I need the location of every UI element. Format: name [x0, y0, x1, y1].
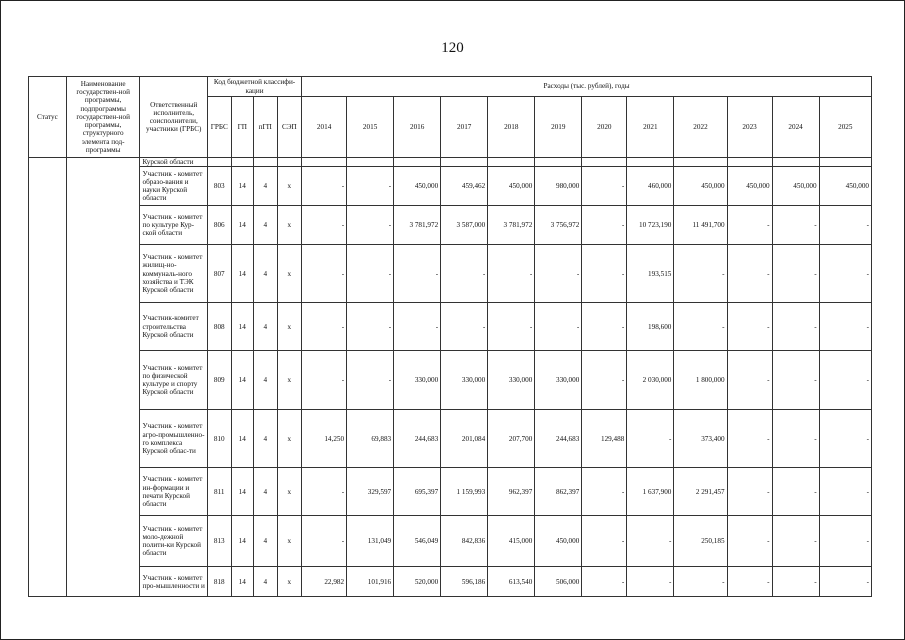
expense-cell: 415,000 — [488, 516, 535, 567]
participant-cell: Участник - комитет по физической культуре и спорту Курской области — [140, 351, 208, 410]
header-year-col: 2017 — [441, 97, 488, 158]
expense-cell: 450,000 — [819, 167, 871, 206]
expense-cell: - — [582, 167, 627, 206]
expense-cell: 3 781,972 — [488, 206, 535, 245]
expense-cell: - — [727, 567, 772, 597]
table-row — [29, 468, 872, 516]
expense-cell: - — [347, 303, 394, 351]
header-year-col: 2020 — [582, 97, 627, 158]
sep-cell: х — [277, 206, 302, 245]
gp-cell: 14 — [231, 567, 254, 597]
expense-cell: - — [347, 351, 394, 410]
expense-cell: - — [819, 410, 871, 468]
expense-cell: - — [772, 567, 819, 597]
gp-cell: 14 — [231, 167, 254, 206]
header-budget-code: Код бюджетной классифи-кации — [208, 77, 302, 97]
expense-cell: - — [535, 303, 582, 351]
header-code-col: ГП — [231, 97, 254, 158]
expense-cell: 520,000 — [394, 567, 441, 597]
header-year-col: 2014 — [302, 97, 347, 158]
expense-cell: 613,540 — [488, 567, 535, 597]
expense-cell: - — [674, 303, 727, 351]
gp-cell: 14 — [231, 206, 254, 245]
expense-cell: - — [627, 410, 674, 468]
table-row — [29, 167, 872, 206]
expense-cell: - — [582, 516, 627, 567]
table-row — [29, 516, 872, 567]
pgp-cell: 4 — [254, 245, 278, 303]
expense-cell: 546,049 — [394, 516, 441, 567]
expense-cell: - — [819, 516, 871, 567]
expense-cell: - — [727, 468, 772, 516]
expense-cell: 980,000 — [535, 167, 582, 206]
expense-cell: 129,488 — [582, 410, 627, 468]
header-year-col: 2025 — [819, 97, 871, 158]
expense-cell: - — [488, 245, 535, 303]
table-row — [29, 245, 872, 303]
expense-cell: - — [772, 468, 819, 516]
participant-cell: Участник - комитет ин-формации и печати Курской области — [140, 468, 208, 516]
pgp-cell: 4 — [254, 410, 278, 468]
expense-cell: - — [394, 303, 441, 351]
expense-cell: 842,836 — [441, 516, 488, 567]
expense-cell: - — [819, 567, 871, 597]
expense-cell: - — [582, 245, 627, 303]
expense-cell: 450,000 — [727, 167, 772, 206]
expense-cell: - — [772, 410, 819, 468]
expense-cell: 450,000 — [674, 167, 727, 206]
header-year-col: 2022 — [674, 97, 727, 158]
header-year-col: 2019 — [535, 97, 582, 158]
expense-cell: - — [582, 567, 627, 597]
pgp-cell: 4 — [254, 206, 278, 245]
sep-cell: х — [277, 410, 302, 468]
expense-cell: 22,982 — [302, 567, 347, 597]
pgp-cell: 4 — [254, 167, 278, 206]
expense-cell: 3 756,972 — [535, 206, 582, 245]
expense-cell: 330,000 — [535, 351, 582, 410]
expense-cell: - — [674, 245, 727, 303]
expense-cell: 330,000 — [488, 351, 535, 410]
expense-cell: - — [627, 567, 674, 597]
expense-cell: 193,515 — [627, 245, 674, 303]
expense-cell: - — [302, 303, 347, 351]
participant-cell: Участник - комитет моло-дежной полити-ки Курской области — [140, 516, 208, 567]
gp-cell: 14 — [231, 245, 254, 303]
expense-cell: - — [727, 516, 772, 567]
table-row — [29, 567, 872, 597]
header-status: Статус — [29, 77, 67, 158]
expense-cell: - — [727, 351, 772, 410]
expense-cell: 330,000 — [441, 351, 488, 410]
expense-cell: - — [582, 303, 627, 351]
table-row-fragment — [29, 158, 872, 167]
expense-cell: 250,185 — [674, 516, 727, 567]
expense-cell: 198,600 — [627, 303, 674, 351]
table-row — [29, 206, 872, 245]
expense-cell: 460,000 — [627, 167, 674, 206]
header-code-col: ГРБС — [208, 97, 232, 158]
expense-cell: 373,400 — [674, 410, 727, 468]
expense-cell: 101,916 — [347, 567, 394, 597]
header-year-col: 2021 — [627, 97, 674, 158]
sep-cell: х — [277, 567, 302, 597]
expense-cell: 506,000 — [535, 567, 582, 597]
expense-cell: - — [441, 245, 488, 303]
expense-cell: 1 637,900 — [627, 468, 674, 516]
expense-cell: - — [819, 206, 871, 245]
pgp-cell: 4 — [254, 303, 278, 351]
sep-cell: х — [277, 245, 302, 303]
expense-cell: 596,186 — [441, 567, 488, 597]
expense-cell: 244,683 — [535, 410, 582, 468]
participant-cell: Участник - комитет агро-промышленно-го комплекса Курской облас-ти — [140, 410, 208, 468]
header-code-col: СЭП — [277, 97, 302, 158]
expense-cell: 11 491,700 — [674, 206, 727, 245]
participant-cell: Участник-комитет строительства Курской области — [140, 303, 208, 351]
expense-cell: 131,049 — [347, 516, 394, 567]
expense-cell: 201,084 — [441, 410, 488, 468]
expense-cell: - — [819, 468, 871, 516]
expense-cell: 450,000 — [394, 167, 441, 206]
expense-cell: 2 030,000 — [627, 351, 674, 410]
expense-cell: - — [302, 468, 347, 516]
expense-cell: - — [441, 303, 488, 351]
grbs-cell: 813 — [208, 516, 232, 567]
participant-cell: Участник - комитет по культуре Кур-ской области — [140, 206, 208, 245]
pgp-cell: 4 — [254, 567, 278, 597]
expense-cell: 695,397 — [394, 468, 441, 516]
header-year-col: 2024 — [772, 97, 819, 158]
header-code-col: пГП — [254, 97, 278, 158]
expense-cell: - — [488, 303, 535, 351]
expense-cell: - — [582, 206, 627, 245]
sep-cell: х — [277, 516, 302, 567]
gp-cell: 14 — [231, 351, 254, 410]
grbs-cell: 806 — [208, 206, 232, 245]
gp-cell: 14 — [231, 516, 254, 567]
expense-cell: 862,397 — [535, 468, 582, 516]
grbs-cell: 811 — [208, 468, 232, 516]
expense-cell: - — [727, 245, 772, 303]
expense-cell: 244,683 — [394, 410, 441, 468]
expense-cell: - — [302, 245, 347, 303]
expense-cell: - — [727, 206, 772, 245]
grbs-cell: 803 — [208, 167, 232, 206]
sep-cell: х — [277, 167, 302, 206]
expense-cell: - — [347, 167, 394, 206]
table-row — [29, 351, 872, 410]
expense-cell: 459,462 — [441, 167, 488, 206]
expense-cell: 330,000 — [394, 351, 441, 410]
participant-fragment: Курской области — [140, 158, 208, 167]
gp-cell: 14 — [231, 410, 254, 468]
grbs-cell: 809 — [208, 351, 232, 410]
expense-cell: 962,397 — [488, 468, 535, 516]
participant-cell: Участник - комитет про-мышленности и — [140, 567, 208, 597]
expense-cell: 14,250 — [302, 410, 347, 468]
expense-cell: 10 723,190 — [627, 206, 674, 245]
expense-cell: - — [727, 303, 772, 351]
pgp-cell: 4 — [254, 351, 278, 410]
expense-cell: - — [582, 468, 627, 516]
header-year-col: 2015 — [347, 97, 394, 158]
header-program-name: Наименование государствен-ной программы, подпрограммы государствен-ной программы, структурного элемента под-программы — [66, 77, 140, 158]
program-name-cell — [66, 158, 140, 597]
sep-cell: х — [277, 351, 302, 410]
expense-cell: 450,000 — [488, 167, 535, 206]
expense-cell: - — [772, 245, 819, 303]
table-row — [29, 303, 872, 351]
pgp-cell: 4 — [254, 516, 278, 567]
expense-cell: - — [819, 245, 871, 303]
expense-cell: 450,000 — [772, 167, 819, 206]
expense-cell: - — [302, 516, 347, 567]
expense-cell: 3 781,972 — [394, 206, 441, 245]
sep-cell: х — [277, 468, 302, 516]
expense-cell: 329,597 — [347, 468, 394, 516]
expense-cell: 207,700 — [488, 410, 535, 468]
expense-cell: - — [394, 245, 441, 303]
header-responsible: Ответственный исполнитель, соисполнители, участники (ГРБС) — [140, 77, 208, 158]
expense-cell: - — [302, 351, 347, 410]
header-year-col: 2018 — [488, 97, 535, 158]
table-row — [29, 410, 872, 468]
gp-cell: 14 — [231, 303, 254, 351]
pgp-cell: 4 — [254, 468, 278, 516]
expense-cell: - — [627, 516, 674, 567]
header-expenses: Расходы (тыс. рублей), годы — [302, 77, 872, 97]
header-year-col: 2023 — [727, 97, 772, 158]
expense-cell: 450,000 — [535, 516, 582, 567]
expense-cell: - — [772, 303, 819, 351]
gp-cell: 14 — [231, 468, 254, 516]
expense-cell: 1 159,993 — [441, 468, 488, 516]
grbs-cell: 807 — [208, 245, 232, 303]
grbs-cell: 808 — [208, 303, 232, 351]
status-cell — [29, 158, 67, 597]
participant-cell: Участник - комитет образо-вания и науки Курской области — [140, 167, 208, 206]
expense-cell: - — [582, 351, 627, 410]
participant-cell: Участник - комитет жилищ-но-коммуналь-ного хозяйства и ТЭК Курской области — [140, 245, 208, 303]
expense-cell: 1 800,000 — [674, 351, 727, 410]
grbs-cell: 810 — [208, 410, 232, 468]
expense-cell: - — [772, 206, 819, 245]
page-number: 120 — [441, 40, 464, 56]
sep-cell: х — [277, 303, 302, 351]
expense-cell: - — [535, 245, 582, 303]
expense-cell: - — [819, 303, 871, 351]
expense-cell: 69,883 — [347, 410, 394, 468]
expense-cell: - — [727, 410, 772, 468]
grbs-cell: 818 — [208, 567, 232, 597]
expense-cell: - — [302, 167, 347, 206]
expense-cell: - — [772, 351, 819, 410]
expense-cell: - — [819, 351, 871, 410]
expense-cell: - — [302, 206, 347, 245]
budget-table — [28, 76, 872, 597]
expense-cell: - — [347, 245, 394, 303]
header-year-col: 2016 — [394, 97, 441, 158]
expense-cell: 3 587,000 — [441, 206, 488, 245]
expense-cell: - — [772, 516, 819, 567]
expense-cell: 2 291,457 — [674, 468, 727, 516]
expense-cell: - — [347, 206, 394, 245]
expense-cell: - — [674, 567, 727, 597]
